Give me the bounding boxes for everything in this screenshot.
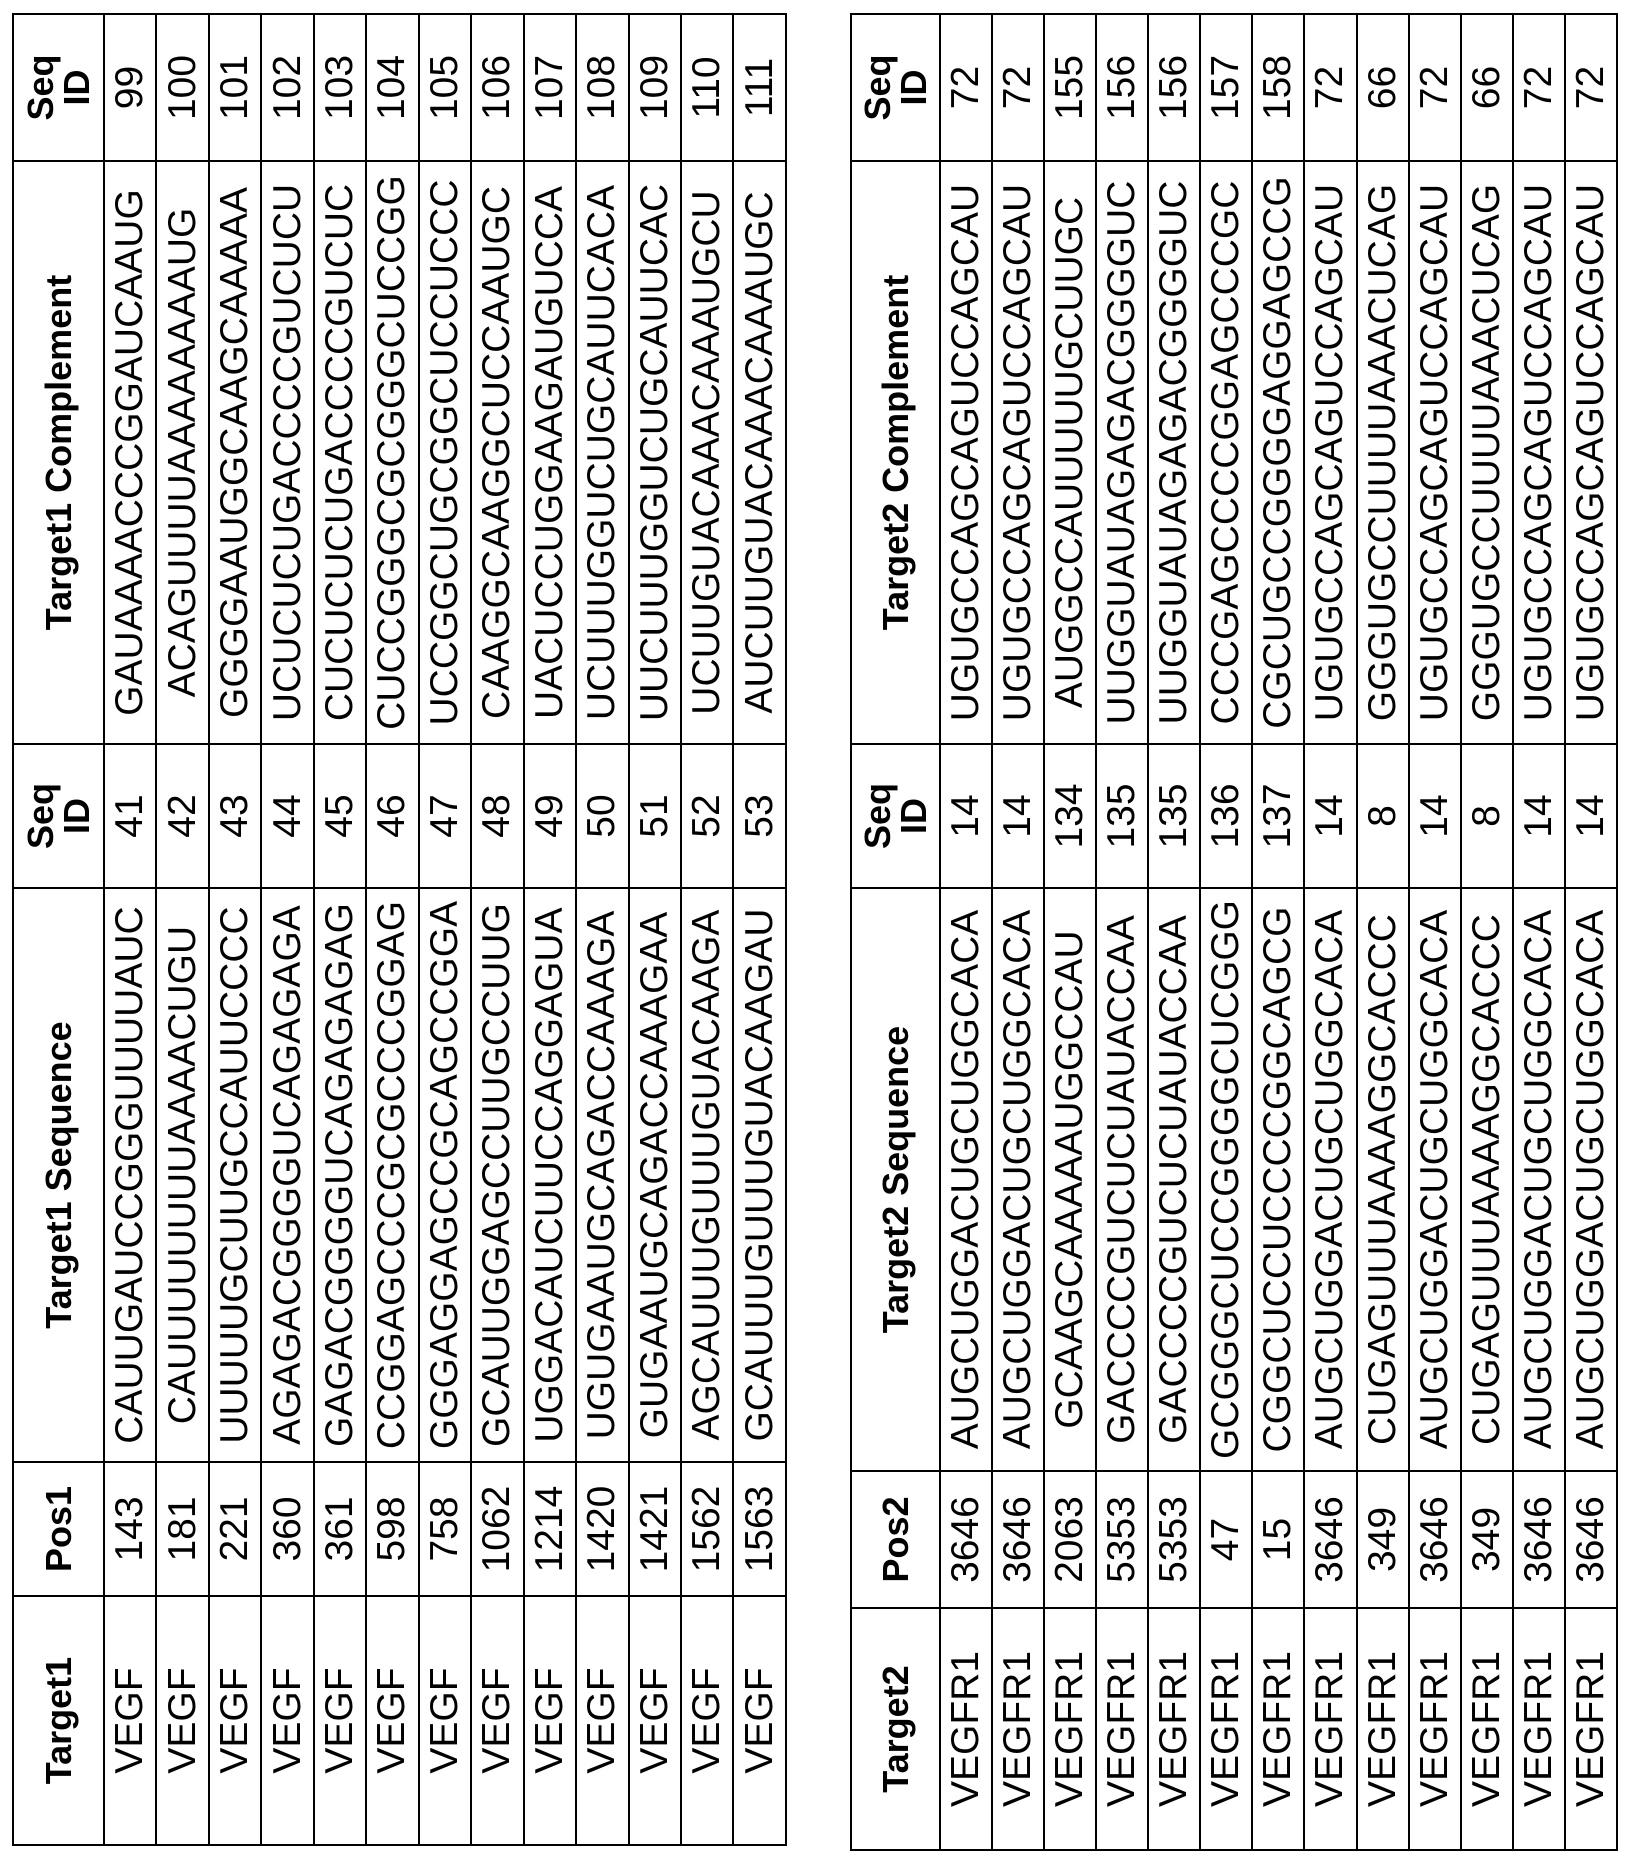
cell-complement: UUGGUAUAGAGACGGGGUC <box>1148 161 1200 744</box>
cell-complement: UGUGCCAGCAGUCCAGCAU <box>1513 161 1565 744</box>
cell-target: VEGF <box>629 1596 681 1845</box>
cell-complement-seq-id: 110 <box>681 14 733 161</box>
column-header-complement-seq-id: Seq ID <box>851 14 940 161</box>
cell-complement-seq-id: 102 <box>261 14 313 161</box>
table-row <box>156 14 208 1845</box>
cell-target: VEGFR1 <box>1513 1608 1565 1850</box>
cell-target-sequence: CUGAGUUUAAAAGGCACCC <box>1357 888 1409 1471</box>
table-row <box>1357 14 1409 1850</box>
cell-complement: AUCUUGUACAAACAAAUGC <box>733 161 786 744</box>
table-row <box>1304 14 1356 1850</box>
cell-complement: GAUAAAACCCGGAUCAAUG <box>104 161 156 744</box>
cell-position: 349 <box>1461 1471 1513 1608</box>
cell-target-sequence: UUUUUGCUUGCCAUUCCCC <box>209 888 261 1462</box>
cell-sequence-seq-id: 8 <box>1461 744 1513 888</box>
cell-complement-seq-id: 158 <box>1252 14 1304 161</box>
cell-sequence-seq-id: 43 <box>209 744 261 888</box>
column-header-position: Pos2 <box>851 1471 940 1608</box>
table-row <box>209 14 261 1845</box>
header-row <box>851 14 940 1850</box>
cell-complement-seq-id: 72 <box>940 14 992 161</box>
cell-target-sequence: AUGCUGGACUGCUGGCACA <box>1565 888 1617 1471</box>
cell-sequence-seq-id: 14 <box>992 744 1044 888</box>
table-row <box>1409 14 1461 1850</box>
column-header-target-sequence: Target1 Sequence <box>13 888 104 1462</box>
cell-sequence-seq-id: 47 <box>419 744 471 888</box>
table-row <box>261 14 313 1845</box>
column-header-target: Target1 <box>13 1596 104 1845</box>
cell-sequence-seq-id: 44 <box>261 744 313 888</box>
table-row <box>471 14 523 1845</box>
cell-complement-seq-id: 72 <box>1409 14 1461 161</box>
cell-target: VEGF <box>681 1596 733 1845</box>
cell-complement: UCUUGUACAAACAAAUGCU <box>681 161 733 744</box>
target2-table <box>850 13 1618 1851</box>
cell-target: VEGF <box>733 1596 786 1845</box>
cell-complement: CAAGGCAAGGCUCCAAUGC <box>471 161 523 744</box>
table-row <box>1096 14 1148 1850</box>
table-row <box>314 14 366 1845</box>
cell-target-sequence: AUGCUGGACUGCUGGCACA <box>1513 888 1565 1471</box>
cell-target: VEGF <box>366 1596 418 1845</box>
cell-target-sequence: UGUGAAUGCAGACCAAAGA <box>576 888 628 1462</box>
cell-target: VEGFR1 <box>940 1608 992 1850</box>
cell-position: 3646 <box>1409 1471 1461 1608</box>
cell-position: 349 <box>1357 1471 1409 1608</box>
cell-sequence-seq-id: 48 <box>471 744 523 888</box>
cell-target: VEGFR1 <box>1252 1608 1304 1850</box>
cell-target-sequence: GUGAAUGCAGACCAAAGAA <box>629 888 681 1462</box>
cell-sequence-seq-id: 137 <box>1252 744 1304 888</box>
cell-target-sequence: CUGAGUUUAAAAGGCACCC <box>1461 888 1513 1471</box>
cell-complement: AUGGCCAUUUUUGCUUGC <box>1044 161 1096 744</box>
cell-sequence-seq-id: 8 <box>1357 744 1409 888</box>
cell-complement-seq-id: 66 <box>1461 14 1513 161</box>
cell-target-sequence: GACCCCGUCUCUAUACCAA <box>1148 888 1200 1471</box>
table-row <box>1252 14 1304 1850</box>
cell-target: VEGFR1 <box>1044 1608 1096 1850</box>
cell-target-sequence: GCGGGCUCCGGGGCUCGGG <box>1200 888 1252 1471</box>
cell-complement: CCCGAGCCCCGGAGCCCGC <box>1200 161 1252 744</box>
cell-position: 360 <box>261 1462 313 1596</box>
cell-position: 181 <box>156 1462 208 1596</box>
cell-complement-seq-id: 66 <box>1357 14 1409 161</box>
cell-position: 1562 <box>681 1462 733 1596</box>
cell-position: 1062 <box>471 1462 523 1596</box>
cell-complement: UCUCUCUGACCCCGUCUCU <box>261 161 313 744</box>
cell-target: VEGFR1 <box>1565 1608 1617 1850</box>
cell-target: VEGFR1 <box>992 1608 1044 1850</box>
cell-target: VEGF <box>471 1596 523 1845</box>
cell-sequence-seq-id: 14 <box>1565 744 1617 888</box>
target2-table-container <box>850 15 1618 1851</box>
target1-table <box>12 13 787 1846</box>
column-header-complement-seq-id: Seq ID <box>13 14 104 161</box>
cell-position: 758 <box>419 1462 471 1596</box>
cell-sequence-seq-id: 135 <box>1096 744 1148 888</box>
cell-position: 3646 <box>1565 1471 1617 1608</box>
cell-position: 598 <box>366 1462 418 1596</box>
table-row <box>1461 14 1513 1850</box>
cell-complement-seq-id: 155 <box>1044 14 1096 161</box>
cell-target-sequence: AUGCUGGACUGCUGGCACA <box>1304 888 1356 1471</box>
cell-target-sequence: AGCAUUUGUUUGUACAAGA <box>681 888 733 1462</box>
cell-target: VEGF <box>209 1596 261 1845</box>
cell-complement: ACAGUUUUAAAAAAAAUG <box>156 161 208 744</box>
cell-complement: UGUGCCAGCAGUCCAGCAU <box>1304 161 1356 744</box>
column-header-sequence-seq-id: Seq ID <box>13 744 104 888</box>
cell-complement: GGGUGCCUUUUAAACUCAG <box>1357 161 1409 744</box>
table-row <box>629 14 681 1845</box>
cell-sequence-seq-id: 14 <box>1513 744 1565 888</box>
cell-target: VEGF <box>261 1596 313 1845</box>
cell-complement: UUGGUAUAGAGACGGGGUC <box>1096 161 1148 744</box>
cell-complement-seq-id: 109 <box>629 14 681 161</box>
cell-target: VEGFR1 <box>1304 1608 1356 1850</box>
cell-position: 3646 <box>1304 1471 1356 1608</box>
cell-complement: UGUGCCAGCAGUCCAGCAU <box>940 161 992 744</box>
cell-target: VEGF <box>524 1596 576 1845</box>
cell-complement-seq-id: 157 <box>1200 14 1252 161</box>
cell-complement: UGUGCCAGCAGUCCAGCAU <box>1409 161 1461 744</box>
cell-target: VEGF <box>576 1596 628 1845</box>
table-row <box>1044 14 1096 1850</box>
cell-complement-seq-id: 72 <box>1513 14 1565 161</box>
cell-complement: CUCUCUCUGACCCCGUCUC <box>314 161 366 744</box>
cell-complement: UGUGCCAGCAGUCCAGCAU <box>1565 161 1617 744</box>
table-row <box>1513 14 1565 1850</box>
cell-target-sequence: CAUUUUUUUUAAAACUGU <box>156 888 208 1462</box>
cell-sequence-seq-id: 41 <box>104 744 156 888</box>
cell-sequence-seq-id: 135 <box>1148 744 1200 888</box>
cell-complement-seq-id: 99 <box>104 14 156 161</box>
cell-position: 3646 <box>992 1471 1044 1608</box>
target1-table-container <box>12 15 787 1846</box>
cell-complement-seq-id: 72 <box>1304 14 1356 161</box>
cell-target: VEGFR1 <box>1200 1608 1252 1850</box>
cell-target-sequence: CCGGAGCCCGCGCCCGGAG <box>366 888 418 1462</box>
cell-complement: CGCUGCCGGGGAGGAGCCG <box>1252 161 1304 744</box>
cell-position: 1420 <box>576 1462 628 1596</box>
cell-target-sequence: GGGAGGAGCCGCAGCCGGA <box>419 888 471 1462</box>
column-header-target-sequence: Target2 Sequence <box>851 888 940 1471</box>
cell-target-sequence: AUGCUGGACUGCUGGCACA <box>940 888 992 1471</box>
table-row <box>576 14 628 1845</box>
cell-complement-seq-id: 156 <box>1148 14 1200 161</box>
cell-position: 1421 <box>629 1462 681 1596</box>
column-header-complement: Target1 Complement <box>13 161 104 744</box>
cell-target: VEGF <box>314 1596 366 1845</box>
cell-sequence-seq-id: 46 <box>366 744 418 888</box>
table-row <box>1565 14 1617 1850</box>
cell-complement-seq-id: 103 <box>314 14 366 161</box>
cell-target-sequence: GACCCCGUCUCUAUACCAA <box>1096 888 1148 1471</box>
cell-sequence-seq-id: 14 <box>1304 744 1356 888</box>
cell-target-sequence: CAUUGAUCCGGGUUUUAUC <box>104 888 156 1462</box>
cell-complement: UCCGGCUGCGGCUCCUCCC <box>419 161 471 744</box>
cell-complement-seq-id: 107 <box>524 14 576 161</box>
cell-position: 47 <box>1200 1471 1252 1608</box>
cell-complement-seq-id: 105 <box>419 14 471 161</box>
cell-position: 5353 <box>1096 1471 1148 1608</box>
cell-sequence-seq-id: 42 <box>156 744 208 888</box>
cell-complement-seq-id: 108 <box>576 14 628 161</box>
cell-position: 5353 <box>1148 1471 1200 1608</box>
cell-target-sequence: GCAAGCAAAAAUGGCCAU <box>1044 888 1096 1471</box>
table-row <box>940 14 992 1850</box>
cell-target-sequence: GCAUUUGUUUGUACAAGAU <box>733 888 786 1462</box>
cell-sequence-seq-id: 134 <box>1044 744 1096 888</box>
cell-sequence-seq-id: 53 <box>733 744 786 888</box>
cell-sequence-seq-id: 14 <box>1409 744 1461 888</box>
cell-complement: UCUUUGGUCUGCAUUCACA <box>576 161 628 744</box>
table-row <box>524 14 576 1845</box>
cell-target: VEGF <box>419 1596 471 1845</box>
cell-position: 3646 <box>1513 1471 1565 1608</box>
cell-complement-seq-id: 106 <box>471 14 523 161</box>
cell-complement-seq-id: 72 <box>992 14 1044 161</box>
cell-target: VEGFR1 <box>1357 1608 1409 1850</box>
cell-target-sequence: UGGACAUCUUCCAGGAGUA <box>524 888 576 1462</box>
table-row <box>1200 14 1252 1850</box>
table-row <box>104 14 156 1845</box>
cell-complement-seq-id: 111 <box>733 14 786 161</box>
column-header-target: Target2 <box>851 1608 940 1850</box>
cell-complement: UACUCCUGGAAGAUGUCCA <box>524 161 576 744</box>
cell-position: 361 <box>314 1462 366 1596</box>
cell-sequence-seq-id: 52 <box>681 744 733 888</box>
cell-complement-seq-id: 101 <box>209 14 261 161</box>
cell-complement-seq-id: 100 <box>156 14 208 161</box>
table-row <box>366 14 418 1845</box>
cell-position: 1563 <box>733 1462 786 1596</box>
cell-complement-seq-id: 72 <box>1565 14 1617 161</box>
cell-position: 3646 <box>940 1471 992 1608</box>
cell-target-sequence: CGGCUCCUCCCCGGCAGCG <box>1252 888 1304 1471</box>
cell-sequence-seq-id: 50 <box>576 744 628 888</box>
cell-sequence-seq-id: 45 <box>314 744 366 888</box>
column-header-complement: Target2 Complement <box>851 161 940 744</box>
cell-complement-seq-id: 156 <box>1096 14 1148 161</box>
cell-complement: UUCUUUGGUCUGCAUUCAC <box>629 161 681 744</box>
cell-position: 2063 <box>1044 1471 1096 1608</box>
table-row <box>419 14 471 1845</box>
cell-target-sequence: AGAGACGGGGUCAGAGAGA <box>261 888 313 1462</box>
column-header-position: Pos1 <box>13 1462 104 1596</box>
cell-target: VEGFR1 <box>1096 1608 1148 1850</box>
cell-target-sequence: GAGACGGGGUCAGAGAGAG <box>314 888 366 1462</box>
cell-position: 15 <box>1252 1471 1304 1608</box>
cell-target: VEGFR1 <box>1409 1608 1461 1850</box>
cell-target-sequence: GCAUUGGAGCCUUGCCUUG <box>471 888 523 1462</box>
cell-complement: UGUGCCAGCAGUCCAGCAU <box>992 161 1044 744</box>
cell-target-sequence: AUGCUGGACUGCUGGCACA <box>1409 888 1461 1471</box>
cell-target: VEGFR1 <box>1461 1608 1513 1850</box>
cell-position: 221 <box>209 1462 261 1596</box>
cell-sequence-seq-id: 14 <box>940 744 992 888</box>
table-row <box>733 14 786 1845</box>
cell-complement: CUCCGGGCGCGGGCUCCGG <box>366 161 418 744</box>
header-row <box>13 14 104 1845</box>
cell-target-sequence: AUGCUGGACUGCUGGCACA <box>992 888 1044 1471</box>
cell-sequence-seq-id: 136 <box>1200 744 1252 888</box>
cell-target: VEGF <box>156 1596 208 1845</box>
column-header-sequence-seq-id: Seq ID <box>851 744 940 888</box>
cell-complement-seq-id: 104 <box>366 14 418 161</box>
cell-position: 1214 <box>524 1462 576 1596</box>
table-row <box>1148 14 1200 1850</box>
cell-position: 143 <box>104 1462 156 1596</box>
cell-target: VEGF <box>104 1596 156 1845</box>
cell-target: VEGFR1 <box>1148 1608 1200 1850</box>
table-row <box>992 14 1044 1850</box>
cell-complement: GGGGAAUGGCAAGCAAAAA <box>209 161 261 744</box>
cell-sequence-seq-id: 49 <box>524 744 576 888</box>
cell-complement: GGGUGCCUUUUAAACUCAG <box>1461 161 1513 744</box>
table-row <box>681 14 733 1845</box>
cell-sequence-seq-id: 51 <box>629 744 681 888</box>
